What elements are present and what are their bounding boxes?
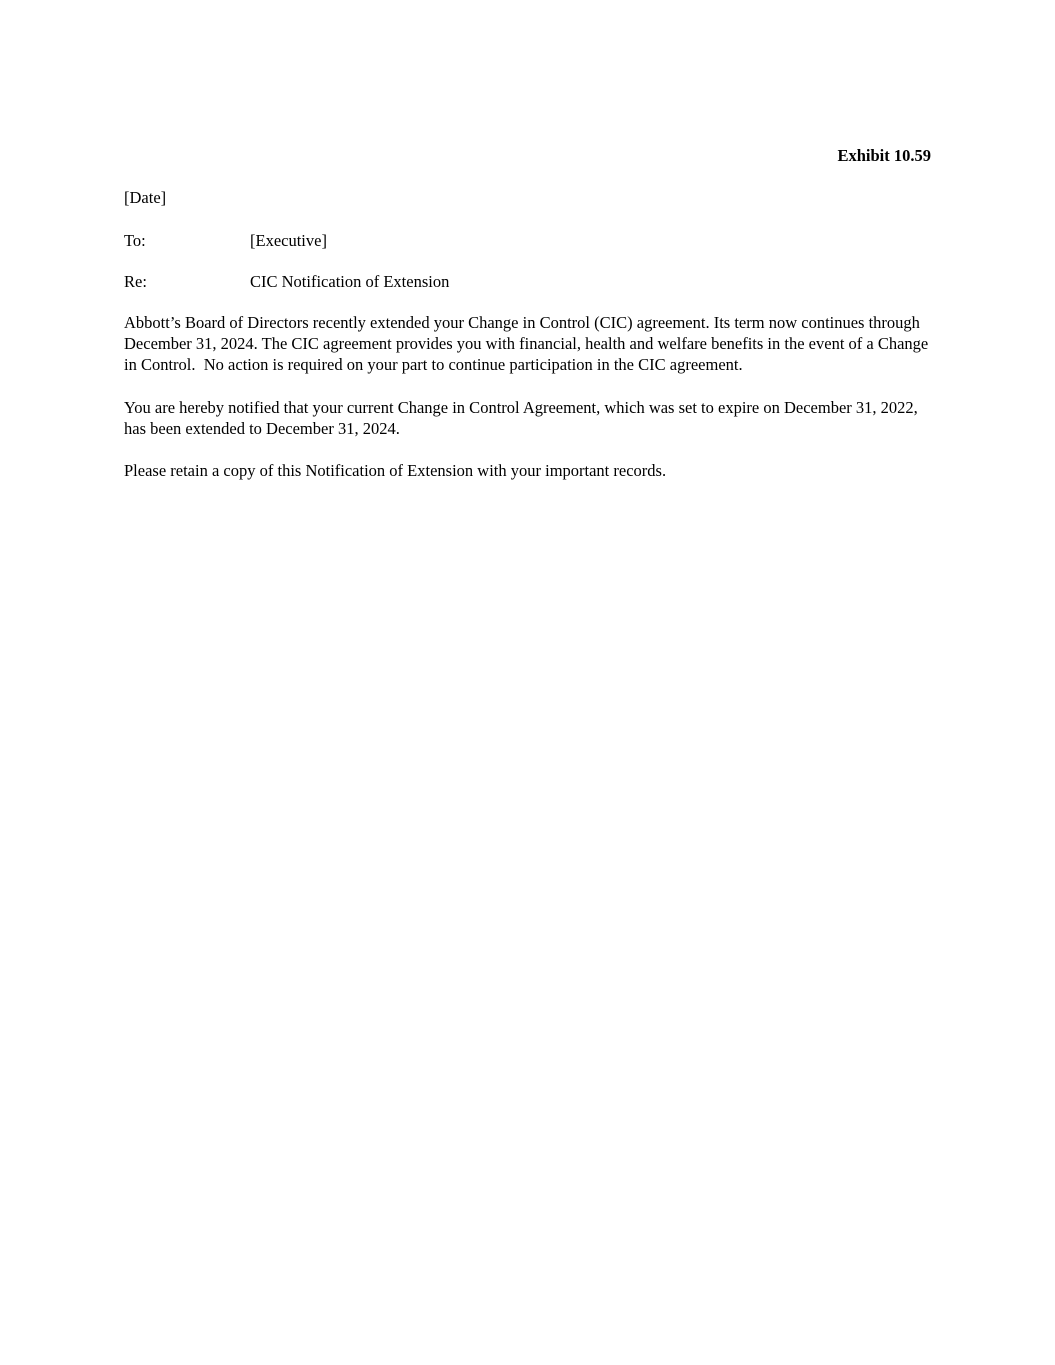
to-value: [Executive]	[250, 231, 327, 250]
re-row	[124, 271, 931, 292]
body-paragraph-3: Please retain a copy of this Notification of Extension with your important records.	[124, 461, 667, 481]
to-row	[124, 230, 931, 251]
re-subject: CIC Notification of Extension	[250, 272, 450, 291]
re-label: Re:	[124, 272, 147, 291]
to-label: To:	[124, 231, 146, 250]
date-placeholder: [Date]	[124, 188, 167, 207]
exhibit-label: Exhibit 10.59	[837, 146, 931, 165]
body-paragraph-2: You are hereby notified that your current Change in Control Agreement, which was set to expire on December 31, 2022, has been extended to December 31, 2024.	[124, 397, 922, 438]
body-paragraph-1: Abbott’s Board of Directors recently extended your Change in Control (CIC) agreement. Its term now continues through December 31, 2024. The CIC agreement provides you with financial, health and welfare benefits in the event of a Change in Control. No action is required on your part to continue participation in the CIC agreement.	[124, 313, 933, 375]
